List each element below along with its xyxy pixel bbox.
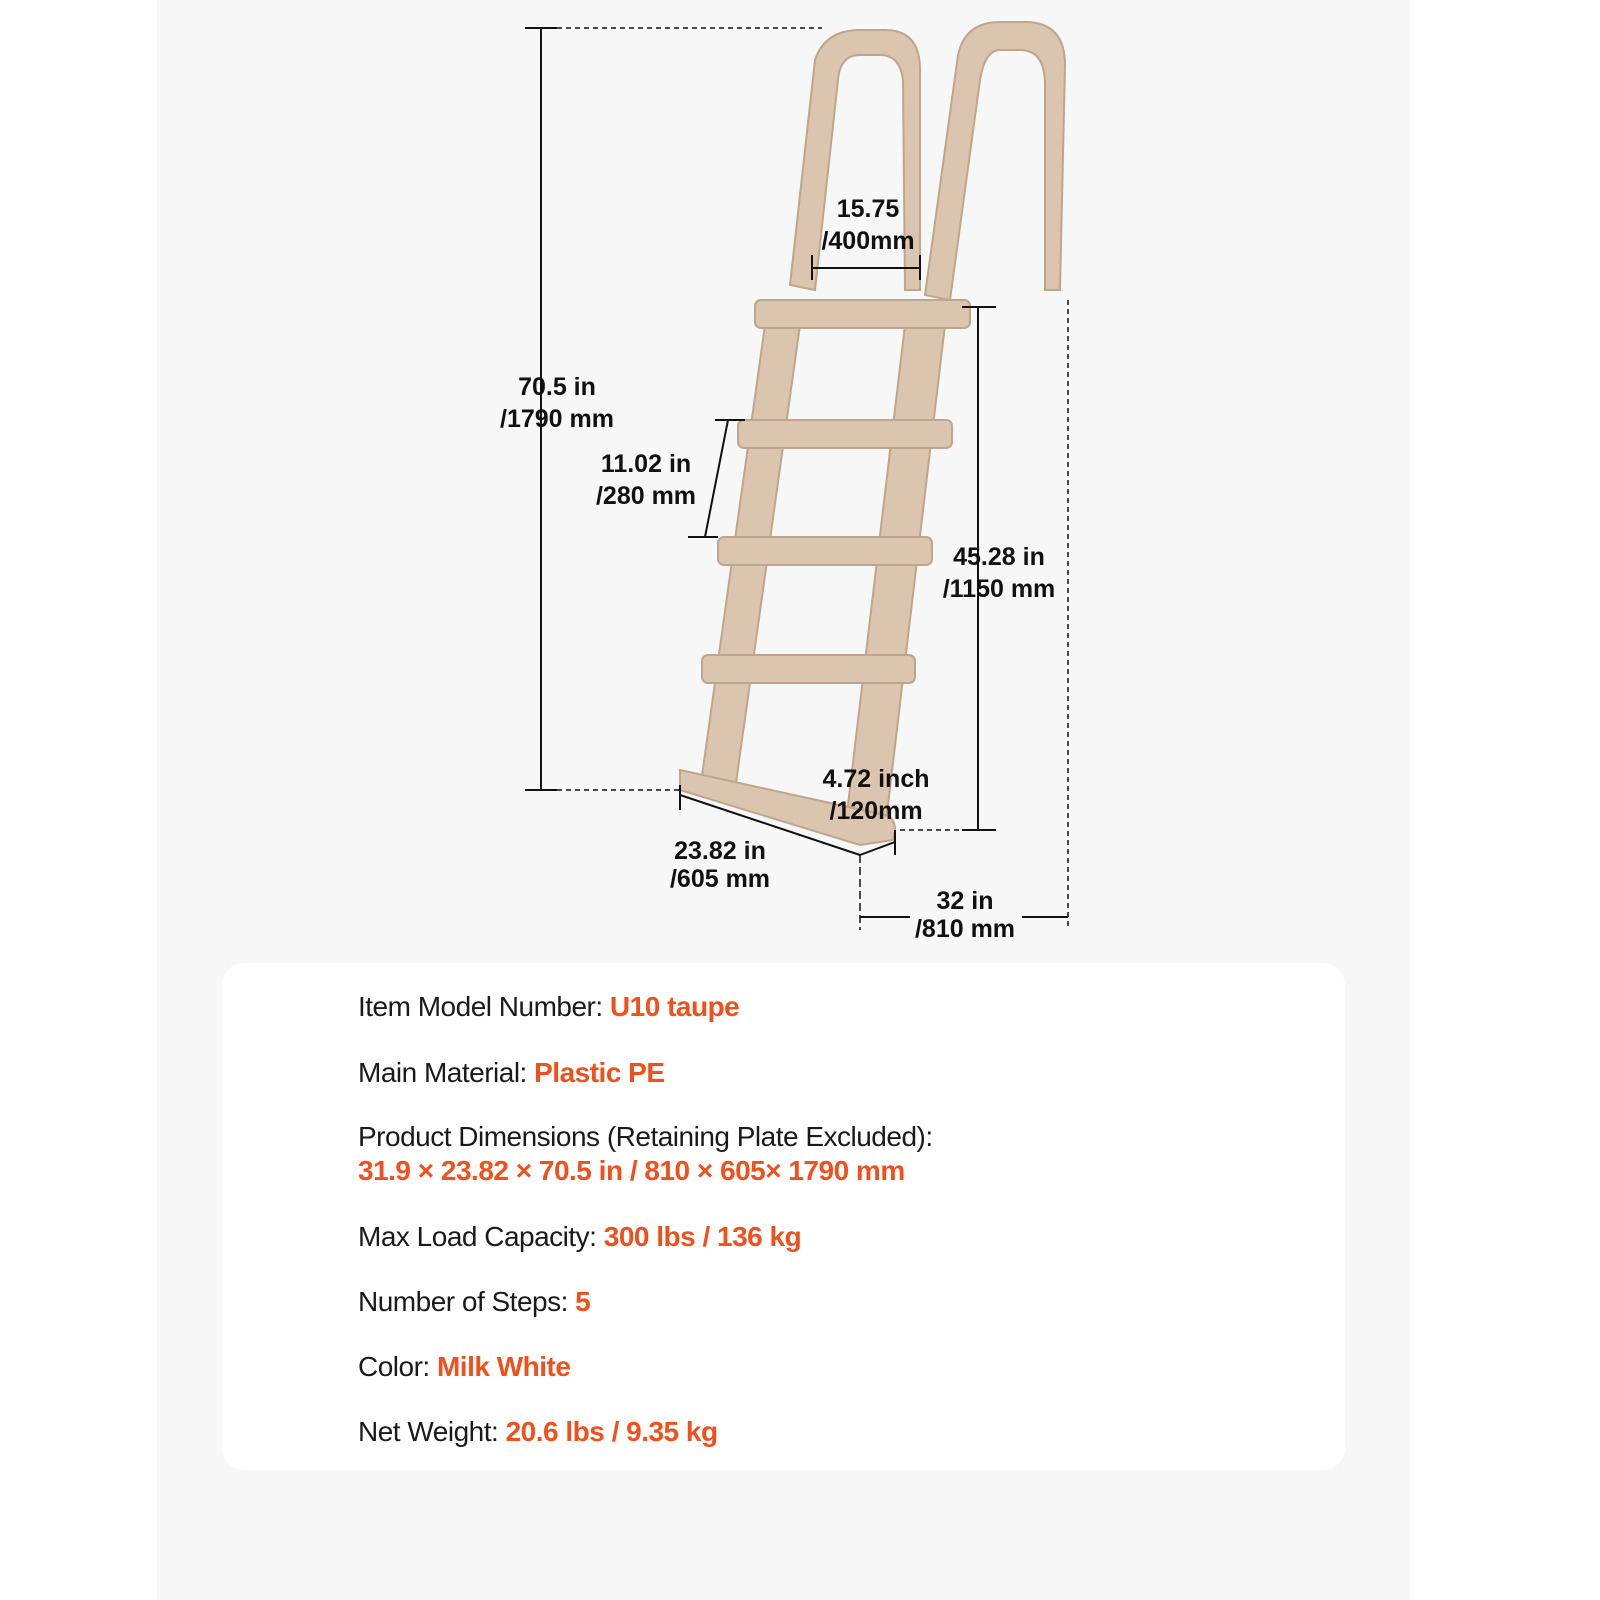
step-2 xyxy=(738,420,952,448)
spec-label: Max Load Capacity: xyxy=(358,1221,597,1252)
spec-label: Product Dimensions (Retaining Plate Excluded): xyxy=(358,1121,933,1152)
spec-dimensions xyxy=(358,1120,933,1188)
dim-line: /120mm xyxy=(829,797,923,825)
ladder-image xyxy=(680,22,1065,845)
step-4 xyxy=(702,655,915,683)
dim-line: /810 mm xyxy=(914,915,1016,943)
spec-value: 20.6 lbs / 9.35 kg xyxy=(505,1416,718,1447)
spec-color xyxy=(358,1350,570,1384)
spec-value: 300 lbs / 136 kg xyxy=(603,1221,802,1252)
dim-line: 70.5 in xyxy=(518,373,596,401)
dim-line: 23.82 in xyxy=(674,837,766,865)
dim-line: /400mm xyxy=(821,227,915,255)
spec-label: Color: xyxy=(358,1351,430,1382)
dim-line: 45.28 in xyxy=(953,543,1045,571)
right-leg xyxy=(845,325,945,830)
spec-value: Milk White xyxy=(436,1351,571,1382)
spec-steps xyxy=(358,1285,590,1319)
dim-line: /280 mm xyxy=(595,482,697,510)
dim-line: 15.75 xyxy=(836,195,900,223)
handle-gap-label xyxy=(821,193,914,257)
spec-label: Item Model Number: xyxy=(358,991,603,1022)
step-3 xyxy=(718,537,932,565)
side-height-label xyxy=(943,541,1056,605)
spec-label: Number of Steps: xyxy=(358,1286,568,1317)
spec-value: Plastic PE xyxy=(534,1057,665,1088)
dim-line: 11.02 in xyxy=(600,450,692,478)
depth-label xyxy=(915,887,1015,943)
spec-value: U10 taupe xyxy=(609,991,740,1022)
dim-line: /605 mm xyxy=(669,865,771,893)
step-depth-label xyxy=(823,763,930,827)
height-total-label xyxy=(500,371,614,435)
spec-material xyxy=(358,1056,665,1090)
spec-load xyxy=(358,1220,801,1254)
spec-weight xyxy=(358,1415,718,1449)
spec-value: 31.9 × 23.82 × 70.5 in / 810 × 605× 1790 mm xyxy=(358,1155,905,1186)
spec-label: Main Material: xyxy=(358,1057,527,1088)
specs-card xyxy=(222,963,1345,1470)
step-1 xyxy=(755,300,970,328)
width-label xyxy=(670,837,770,893)
spec-label: Net Weight: xyxy=(358,1416,499,1447)
dim-line: /1150 mm xyxy=(942,575,1056,603)
step-spacing-label xyxy=(596,448,696,512)
dim-line: /1790 mm xyxy=(500,405,614,433)
spec-model xyxy=(358,990,739,1024)
spec-value: 5 xyxy=(575,1286,591,1317)
dim-line: 4.72 inch xyxy=(822,765,930,793)
dim-line: 32 in xyxy=(936,887,994,915)
right-handrail xyxy=(925,22,1065,300)
